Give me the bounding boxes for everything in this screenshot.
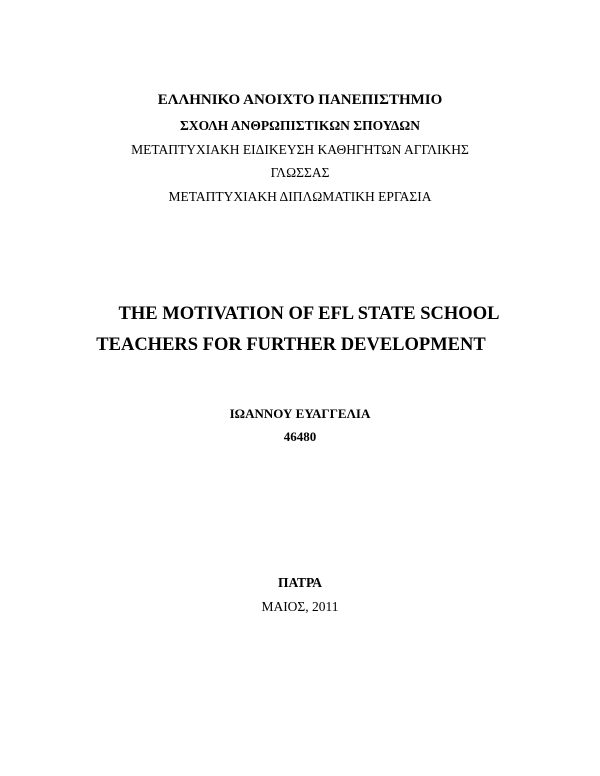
city: ΠΑΤΡΑ bbox=[278, 575, 322, 590]
student-id: 46480 bbox=[283, 429, 317, 444]
thesis-title-line1: THE MOTIVATION OF EFL STATE SCHOOL bbox=[118, 304, 500, 324]
program-name-line2: ΓΛΩΣΣΑΣ bbox=[270, 165, 330, 180]
thesis-title-line2: TEACHERS FOR FURTHER DEVELOPMENT bbox=[96, 335, 486, 355]
document-type: ΜΕΤΑΠΤΥΧΙΑΚΗ ΔΙΠΛΩΜΑΤΙΚΗ ΕΡΓΑΣΙΑ bbox=[168, 189, 432, 204]
program-name-line1: ΜΕΤΑΠΤΥΧΙΑΚΗ ΕΙΔΙΚΕΥΣΗ ΚΑΘΗΓΗΤΩΝ ΑΓΓΛΙΚΗΣ bbox=[131, 142, 469, 157]
school-name: ΣΧΟΛΗ ΑΝΘΡΩΠΙΣΤΙΚΩΝ ΣΠΟΥΔΩΝ bbox=[180, 118, 420, 133]
author-name: ΙΩΑΝΝΟΥ ΕΥΑΓΓΕΛΙΑ bbox=[229, 406, 371, 421]
date: ΜΑΙΟΣ, 2011 bbox=[261, 599, 339, 614]
university-name: ΕΛΛΗΝΙΚΟ ΑΝΟΙΧΤΟ ΠΑΝΕΠΙΣΤΗΜΙΟ bbox=[157, 92, 443, 108]
